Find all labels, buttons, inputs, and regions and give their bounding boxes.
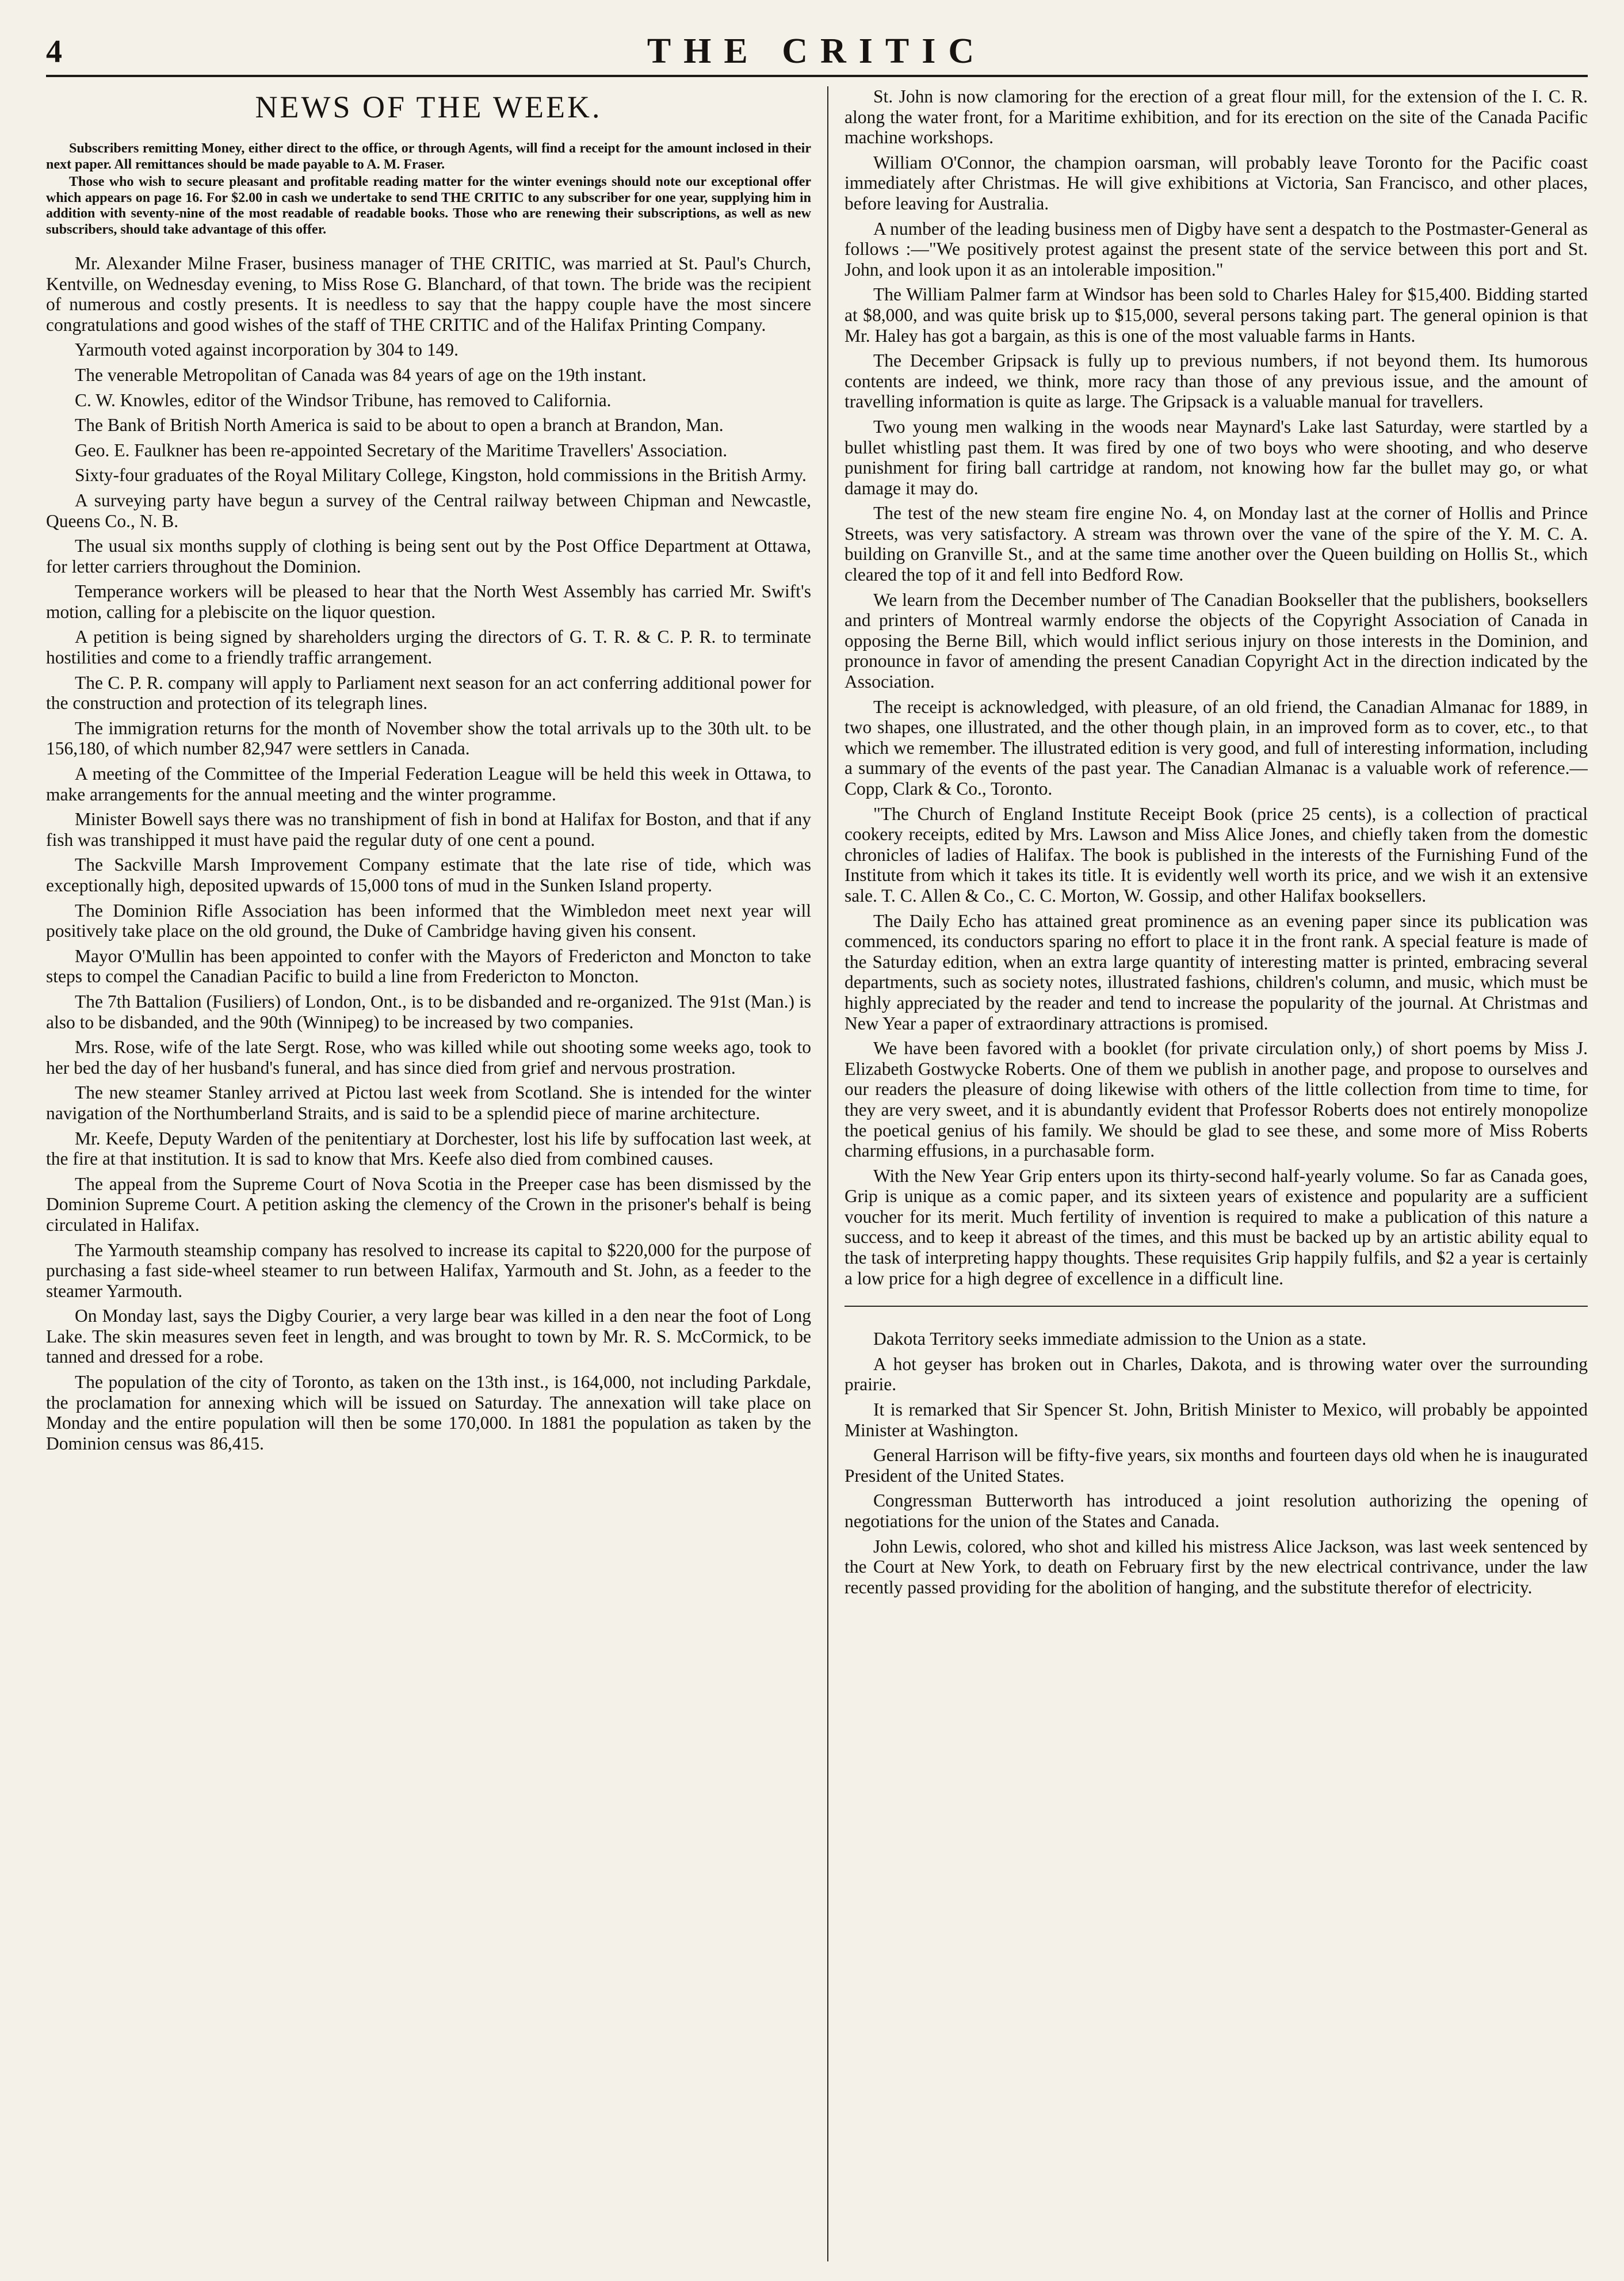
news-item: The December Gripsack is fully up to previous numbers, if not beyond them. Its humorous contents are indeed, we think, more racy than those of any previous issue, and the amount of travelling information is quite as large. The Gripsack is a valuable manual for travellers.: [845, 350, 1588, 412]
news-item: The Yarmouth steamship company has resolved to increase its capital to $220,000 for the purpose of purchasing a fast side-wheel steamer to run between Halifax, Yarmouth and St. John, as a feeder to the steamer Yarmouth.: [46, 1239, 811, 1301]
news-item: Mayor O'Mullin has been appointed to confer with the Mayors of Fredericton and Moncton to take steps to compel the Canadian Pacific to build a line from Fredericton to Moncton.: [46, 945, 811, 987]
news-item: Mr. Alexander Milne Fraser, business manager of THE CRITIC, was married at St. Paul's Church, Kentville, on Wednesday evening, to Miss Rose G. Blanchard, of that town. The bride was the recipient of numerous and costly presents. It is needless to say that the happy couple have the most sincere congratulations and good wishes of the staff of THE CRITIC and of the Halifax Printing Company.: [46, 253, 811, 335]
news-item: Temperance workers will be pleased to hear that the North West Assembly has carried Mr. Swift's motion, calling for a plebiscite on the liquor question.: [46, 581, 811, 622]
news-item: C. W. Knowles, editor of the Windsor Tribune, has removed to California.: [75, 390, 612, 410]
news-item: The C. P. R. company will apply to Parliament next season for an act conferring additional power for the construction and protection of its telegraph lines.: [46, 672, 811, 714]
page-header: [46, 23, 1588, 77]
news-item: Dakota Territory seeks immediate admission to the Union as a state.: [873, 1329, 1367, 1349]
news-item: "The Church of England Institute Receipt Book (price 25 cents), is a collection of practical cookery receipts, edited by Mrs. Lawson and Miss Alice Jones, and chiefly taken from the domestic chronicles of ladies of Halifax. The book is published in the interests of the Furnishing Fund of the Institute from which it takes its title. It is evidently well worth its price, and we wish it an extensive sale. T. C. Allen & Co., C. C. Morton, W. Gossip, and other Halifax booksellers.: [845, 803, 1588, 906]
news-item: Congressman Butterworth has introduced a joint resolution authorizing the opening of negotiations for the union of the States and Canada.: [845, 1490, 1588, 1531]
news-item: Sixty-four graduates of the Royal Military College, Kingston, hold commissions in the British Army.: [75, 465, 807, 486]
news-item: A meeting of the Committee of the Imperial Federation League will be held this week in Ottawa, to make arrangements for the annual meeting and the winter programme.: [46, 764, 811, 804]
notice-paragraph: Subscribers remitting Money, either direct to the office, or through Agents, will find a receipt for the amount inclosed in their next paper. All remittances should be made payable to A. M. Fraser.: [46, 141, 811, 172]
news-item: The William Palmer farm at Windsor has been sold to Charles Haley for $15,400. Bidding started at $8,000, and was quite brisk up to $15,000, several persons taking part. The general opinion is that Mr. Haley has got a bargain, as this is one of the most valuable farms in Hants.: [845, 284, 1588, 346]
news-item: Geo. E. Faulkner has been re-appointed Secretary of the Maritime Travellers' Association.: [75, 440, 728, 460]
news-item: A hot geyser has broken out in Charles, Dakota, and is throwing water over the surrounding prairie.: [845, 1353, 1588, 1395]
right-column: [845, 86, 1588, 2267]
subscriber-notice: [46, 141, 811, 238]
news-item: A number of the leading business men of Digby have sent a despatch to the Postmaster-General as follows :—"We positively protest against the present state of the service between this port and St. John, and look upon it as an intolerable imposition.": [845, 218, 1588, 280]
news-item: Minister Bowell says there was no transhipment of fish in bond at Halifax for Boston, and that if any fish was transhipped it must have paid the regular duty of one cent a pound.: [46, 809, 811, 850]
news-item: Two young men walking in the woods near Maynard's Lake last Saturday, were startled by a bullet whistling past them. It was fired by one of two boys who were shooting, and who deserve punishment for firing ball cartridge at random, not knowing how far the bullet may go, or what damage it may do.: [845, 416, 1588, 498]
news-item: The test of the new steam fire engine No. 4, on Monday last at the corner of Hollis and Prince Streets, was very satisfactory. A stream was thrown over the vane of the spire of the Y. M. C. A. building on Granville St., and at the same time another over the Queen building on Hollis St., which cleared the top of it and fell into Bedford Row.: [845, 503, 1588, 585]
news-item: The new steamer Stanley arrived at Pictou last week from Scotland. She is intended for the winter navigation of the Northumberland Straits, and is said to be a splendid piece of marine architecture.: [46, 1082, 811, 1123]
news-item: St. John is now clamoring for the erection of a great flour mill, for the extension of the I. C. R. along the water front, for a Maritime exhibition, and for its erection on the site of the Canada Pacific machine workshops.: [845, 86, 1588, 148]
news-item: The Dominion Rifle Association has been informed that the Wimbledon meet next year will positively take place on the old ground, the Duke of Cambridge having given his consent.: [46, 900, 811, 941]
news-item: The 7th Battalion (Fusiliers) of London, Ont., is to be disbanded and re-organized. The 91st (Man.) is also to be disbanded, and the 90th (Winnipeg) to be increased by two companies.: [46, 991, 811, 1032]
column-divider: [827, 86, 828, 2261]
news-item: The immigration returns for the month of November show the total arrivals up to the 30th ult. to be 156,180, of which number 82,947 were settlers in Canada.: [46, 718, 811, 759]
left-column: [46, 86, 811, 2267]
news-item: The population of the city of Toronto, as taken on the 13th inst., is 164,000, not including Parkdale, the proclamation for annexing which will be issued on Saturday. The annexation will take place on Monday and the entire population will then be some 170,000. In 1881 the population as taken by the Dominion census was 86,415.: [46, 1372, 811, 1454]
news-item: It is remarked that Sir Spencer St. John, British Minister to Mexico, will probably be appointed Minister at Washington.: [845, 1399, 1588, 1440]
news-item: The Bank of British North America is said to be about to open a branch at Brandon, Man.: [75, 415, 724, 436]
news-item: The receipt is acknowledged, with pleasure, of an old friend, the Canadian Almanac for 1889, in two shapes, one illustrated, and the other though plain, in an improved form as to cover, etc., to that which we remember. The illustrated edition is very good, and full of interesting information, including a summary of the events of the past year. The Canadian Almanac is a valuable work of reference.—Copp, Clark & Co., Toronto.: [845, 696, 1588, 799]
news-item: The usual six months supply of clothing is being sent out by the Post Office Department at Ottawa, for letter carriers throughout the Dominion.: [46, 536, 811, 577]
news-item: Mrs. Rose, wife of the late Sergt. Rose, who was killed while out shooting some weeks ago, took to her bed the day of her husband's funeral, and has since died from grief and nervous prostration.: [46, 1037, 811, 1078]
section-title: NEWS OF THE WEEK.: [255, 90, 602, 124]
news-item: The appeal from the Supreme Court of Nova Scotia in the Preeper case has been dismissed by the Dominion Supreme Court. A petition asking the clemency of the Crown in the prisoner's behalf is being circulated in Halifax.: [46, 1173, 811, 1235]
news-item: We have been favored with a booklet (for private circulation only,) of short poems by Miss J. Elizabeth Gostwycke Roberts. One of them we publish in another page, and propose to ourselves and our readers the pleasure of doing likewise with others of the little collection from time to time, for they are very sweet, and it is abundantly evident that Professor Roberts does not entirely monopolize the poetical genius of his family. We should be glad to see these, and some more of Miss Roberts charming effusions, in a purchasable form.: [845, 1038, 1588, 1161]
news-item: A petition is being signed by shareholders urging the directors of G. T. R. & C. P. R. to terminate hostilities and come to a friendly traffic arrangement.: [46, 627, 811, 668]
news-item: We learn from the December number of The Canadian Bookseller that the publishers, booksellers and printers of Montreal warmly endorse the objects of the Copyright Association of Canada in opposing the Berne Bill, which would inflict serious injury on those interests in the Dominion, and pronounce in favor of amending the present Canadian Copyright Act in the direction indicated by the Association.: [845, 589, 1588, 692]
section-divider: [845, 1306, 1588, 1307]
news-item: A surveying party have begun a survey of the Central railway between Chipman and Newcastle, Queens Co., N. B.: [46, 490, 811, 531]
news-item: The Sackville Marsh Improvement Company estimate that the late rise of tide, which was exceptionally high, deposited upwards of 15,000 tons of mud in the Sunken Island property.: [46, 855, 811, 896]
news-item: General Harrison will be fifty-five years, six months and fourteen days old when he is inaugurated President of the United States.: [845, 1445, 1588, 1486]
news-item: On Monday last, says the Digby Courier, a very large bear was killed in a den near the foot of Long Lake. The skin measures seven feet in length, and was brought to town by Mr. R. S. McCormick, to be tanned and dressed for a robe.: [46, 1306, 811, 1367]
notice-paragraph: Those who wish to secure pleasant and profitable reading matter for the winter evenings should note our exceptional offer which appears on page 16. For $2.00 in cash we undertake to send THE CRITIC to any subscriber for one year, supplying him in addition with seventy-nine of the most readable of readable books. Those who are renewing their subscriptions, as well as new subscribers, should take advantage of this offer.: [46, 174, 811, 238]
masthead-title: THE CRITIC: [647, 32, 987, 71]
page-number: 4: [46, 34, 62, 70]
news-item: The Daily Echo has attained great prominence as an evening paper since its publication was commenced, its conductors sparing no effort to place it in the front rank. A special feature is made of the Saturday edition, when an extra large quantity of interesting matter is printed, embracing several departments, such as society notes, illustrated fashions, children's column, and music, which must be highly appreciated by the reader and tend to increase the popularity of the journal. At Christmas and New Year a paper of extraordinary attractions is promised.: [845, 910, 1588, 1033]
news-item: Mr. Keefe, Deputy Warden of the penitentiary at Dorchester, lost his life by suffocation last week, at the fire at that institution. It is sad to know that Mrs. Keefe also died from combined causes.: [46, 1128, 811, 1169]
news-item: William O'Connor, the champion oarsman, will probably leave Toronto for the Pacific coast immediately after Christmas. He will give exhibitions at Victoria, San Francisco, and other places, before leaving for Australia.: [845, 152, 1588, 213]
news-item: The venerable Metropolitan of Canada was 84 years of age on the 19th instant.: [75, 364, 647, 385]
news-item: With the New Year Grip enters upon its thirty-second half-yearly volume. So far as Canada goes, Grip is unique as a comic paper, and its sixteen years of existence and popularity are a sufficient voucher for its merit. Much fertility of invention is required to make a publication of this nature a success, and to keep it abreast of the times, and this must be backed up by an artistic ability equal to the task of interpreting happy thoughts. These requisites Grip happily fulfils, and $2 a year is certainly a low price for a high degree of excellence in a difficult line.: [845, 1165, 1588, 1288]
news-item: John Lewis, colored, who shot and killed his mistress Alice Jackson, was last week sentenced by the Court at New York, to death on February first by the new electrical contrivance, under the law recently passed providing for the abolition of hanging, and the substitute therefor of electricity.: [845, 1536, 1588, 1597]
news-item: Yarmouth voted against incorporation by 304 to 149.: [75, 340, 458, 360]
